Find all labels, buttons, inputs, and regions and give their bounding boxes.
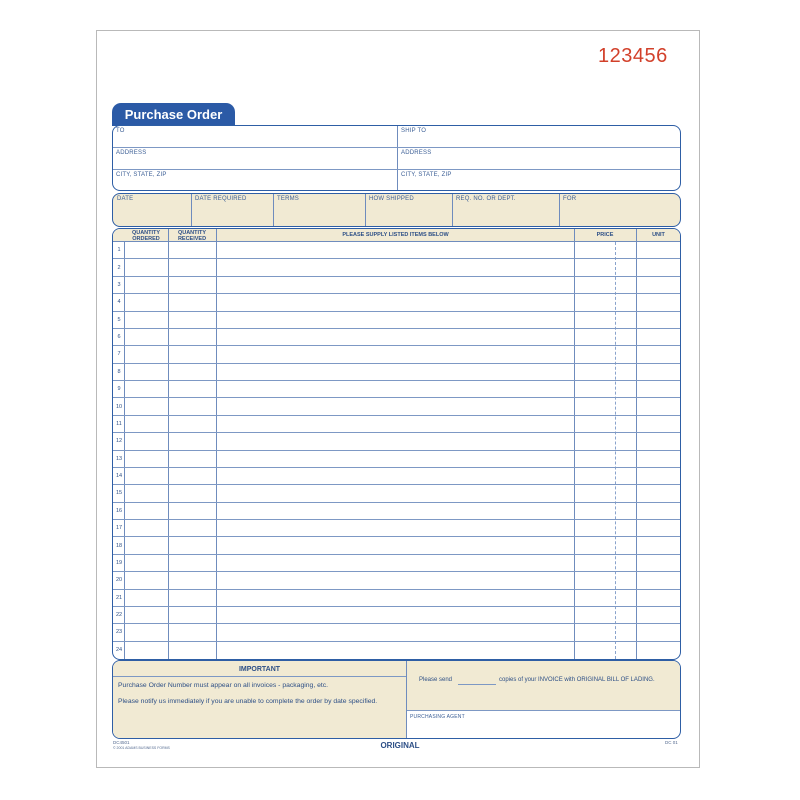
- row-number: 9: [117, 386, 121, 393]
- date-required-field[interactable]: DATE REQUIRED: [195, 196, 247, 202]
- row-number: 23: [115, 629, 123, 636]
- purchasing-agent-field[interactable]: PURCHASING AGENT: [410, 714, 465, 720]
- row-number: 11: [116, 420, 122, 427]
- table-row[interactable]: [113, 624, 680, 641]
- city-left-field[interactable]: CITY, STATE, ZIP: [116, 172, 167, 178]
- row-number: 3: [117, 281, 121, 288]
- table-row[interactable]: [113, 277, 680, 294]
- send-suffix: copies of your INVOICE with ORIGINAL BILL OF LADING.: [499, 677, 655, 683]
- table-row[interactable]: [113, 294, 680, 311]
- table-row[interactable]: [113, 451, 680, 468]
- row-number: 16: [115, 507, 123, 514]
- table-row[interactable]: [113, 381, 680, 398]
- copy-label: ORIGINAL: [380, 741, 420, 750]
- row-number: 17: [115, 525, 123, 532]
- table-row[interactable]: [113, 242, 680, 259]
- row-number: 7: [117, 351, 121, 358]
- for-field[interactable]: FOR: [563, 196, 577, 202]
- row-number: 10: [115, 403, 123, 410]
- copies-count-field[interactable]: [458, 684, 496, 685]
- city-right-field[interactable]: CITY, STATE, ZIP: [401, 172, 452, 178]
- row-number: 18: [115, 542, 123, 549]
- row-number: 6: [117, 334, 121, 341]
- table-row[interactable]: [113, 642, 680, 659]
- table-row[interactable]: [113, 607, 680, 624]
- ship-to-field[interactable]: SHIP TO: [401, 128, 427, 134]
- items-header: PLEASE SUPPLY LISTED ITEMS BELOW: [342, 232, 449, 238]
- table-row[interactable]: [113, 346, 680, 363]
- important-line-2: Please notify us immediately if you are unable to complete the order by date specified.: [118, 698, 378, 705]
- table-row[interactable]: [113, 433, 680, 450]
- row-number: 13: [115, 455, 123, 462]
- date-field[interactable]: DATE: [117, 196, 134, 202]
- qty-ordered-header: QUANTITY ORDERED: [131, 230, 161, 242]
- row-number: 5: [117, 316, 121, 323]
- table-row[interactable]: [113, 520, 680, 537]
- qty-received-header: QUANTITY RECEIVED: [177, 230, 207, 242]
- row-number: 19: [115, 559, 123, 566]
- footer-code-1: DC4501: [113, 740, 130, 745]
- table-row[interactable]: [113, 590, 680, 607]
- address-divider: [397, 126, 398, 190]
- row-number: 15: [115, 490, 123, 497]
- table-row[interactable]: [113, 555, 680, 572]
- row-number: 2: [117, 264, 121, 271]
- row-number: 20: [115, 577, 123, 584]
- table-row[interactable]: [113, 468, 680, 485]
- table-row[interactable]: [113, 398, 680, 415]
- row-number: 21: [115, 594, 123, 601]
- table-row[interactable]: [113, 259, 680, 276]
- table-row[interactable]: [113, 485, 680, 502]
- important-heading: IMPORTANT: [238, 666, 281, 673]
- row-number: 1: [117, 247, 121, 254]
- serial-number: 123456: [598, 45, 668, 67]
- form-title: Purchase Order: [112, 103, 235, 126]
- row-number: 24: [115, 646, 123, 653]
- table-row[interactable]: [113, 416, 680, 433]
- terms-field[interactable]: TERMS: [277, 196, 299, 202]
- table-row[interactable]: [113, 572, 680, 589]
- footer-code-right: DC 01: [665, 740, 678, 745]
- row-number: 22: [115, 612, 123, 619]
- price-header: PRICE: [596, 232, 614, 238]
- unit-header: UNIT: [652, 232, 665, 238]
- row-number: 4: [117, 299, 121, 306]
- footer-code-2: © 2001 ADAMS BUSINESS FORMS: [113, 746, 170, 750]
- send-panel: [406, 661, 680, 710]
- important-line-1: Purchase Order Number must appear on all invoices - packaging, etc.: [118, 682, 329, 689]
- how-shipped-field[interactable]: HOW SHIPPED: [369, 196, 414, 202]
- table-row[interactable]: [113, 312, 680, 329]
- row-number: 8: [117, 368, 121, 375]
- address-right-field[interactable]: ADDRESS: [401, 150, 432, 156]
- send-prefix: Please send: [419, 677, 453, 683]
- req-no-field[interactable]: REQ. NO. OR DEPT.: [456, 196, 516, 202]
- table-row[interactable]: [113, 329, 680, 346]
- table-row[interactable]: [113, 364, 680, 381]
- table-row[interactable]: [113, 503, 680, 520]
- table-row[interactable]: [113, 537, 680, 554]
- row-number: 14: [115, 473, 123, 480]
- to-field[interactable]: TO: [116, 128, 125, 134]
- row-number: 12: [115, 438, 123, 445]
- address-left-field[interactable]: ADDRESS: [116, 150, 147, 156]
